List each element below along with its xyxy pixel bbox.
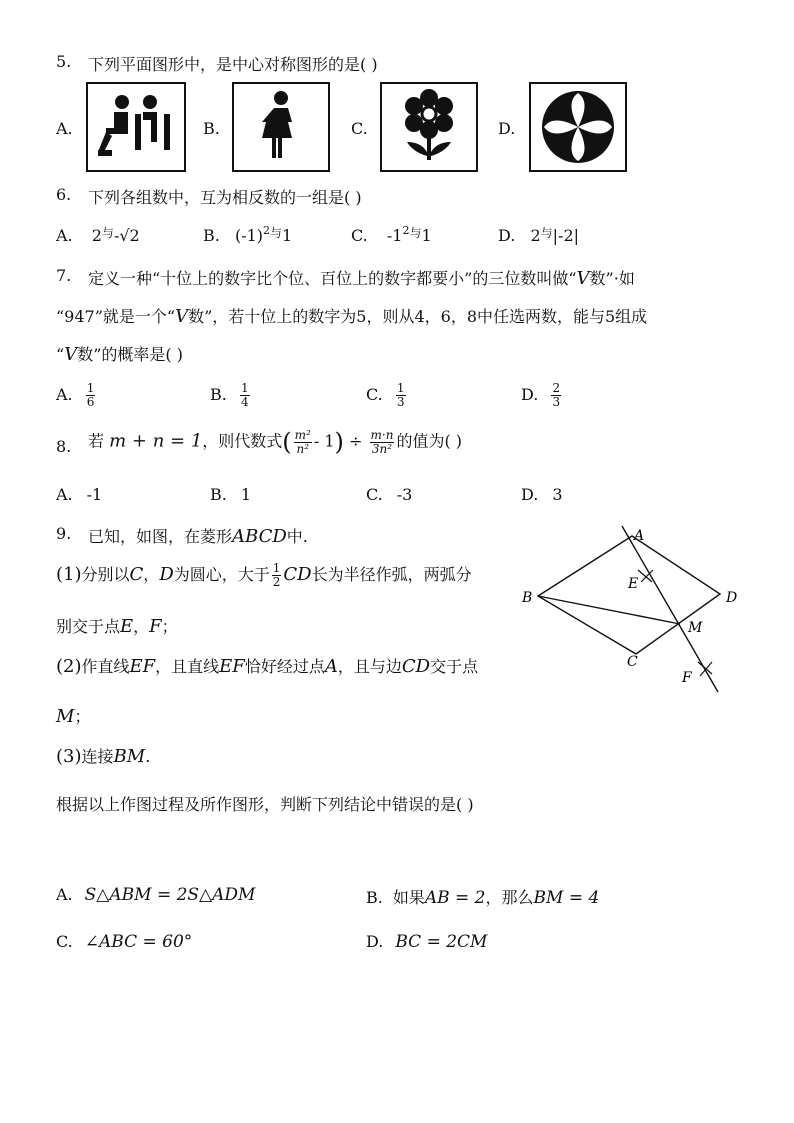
- text: 的值为( ): [396, 431, 463, 451]
- option-label: A.: [56, 385, 73, 404]
- text: 作直线: [81, 657, 130, 676]
- option-label: D.: [521, 385, 539, 404]
- option-label: A.: [56, 485, 73, 504]
- rhombus-abcd: [538, 536, 720, 654]
- value: -1: [86, 485, 103, 504]
- variable: EF: [219, 656, 245, 677]
- q5-option-b-label: B.: [203, 119, 220, 138]
- value: -1: [386, 226, 403, 245]
- fraction: [396, 382, 406, 409]
- text: 分别以: [81, 565, 130, 584]
- point-label-f: F: [682, 670, 692, 686]
- numerator: 1: [272, 561, 281, 575]
- divide-sign: ÷: [349, 431, 363, 451]
- denominator: 2: [272, 575, 281, 589]
- numerator: m·n: [370, 427, 394, 442]
- option-label: D.: [521, 485, 539, 504]
- q9-option-b: [366, 885, 599, 908]
- condition: m + n = 1: [109, 430, 203, 452]
- text: 恰好经过点: [244, 657, 325, 676]
- q6-option-d: [498, 224, 579, 245]
- variable: D: [159, 564, 174, 585]
- fraction: [240, 382, 250, 409]
- q7-option-a: [56, 382, 97, 409]
- rhombus-construction-figure: [510, 522, 770, 702]
- text: ，那么: [485, 888, 534, 907]
- q7-number: 7.: [56, 266, 72, 285]
- q5-option-a-image: [86, 82, 186, 172]
- four-petal-circle-icon: [531, 84, 625, 170]
- q5-option-d-label: D.: [498, 119, 516, 138]
- text: 为圆心，大于: [173, 565, 270, 584]
- flower-icon: [382, 84, 476, 170]
- option-label: A.: [56, 226, 73, 245]
- text: ，: [143, 565, 160, 584]
- option-label: B.: [210, 385, 227, 404]
- text: ，且直线: [155, 657, 220, 676]
- denominator: 3: [396, 395, 405, 409]
- value: BC = 2CM: [395, 932, 488, 952]
- variable: BM: [113, 746, 146, 767]
- text: “: [56, 345, 65, 364]
- q9-option-c: [56, 932, 192, 952]
- connector: 与: [540, 226, 553, 240]
- q7-option-d: [521, 382, 563, 409]
- fraction: [272, 562, 282, 589]
- numerator: m²: [294, 427, 311, 442]
- connector: 与: [101, 226, 114, 240]
- option-label: B.: [203, 226, 220, 245]
- text: 已知，如图，在菱形: [88, 527, 233, 546]
- exponent: 2: [402, 224, 410, 237]
- value: (-1): [234, 226, 264, 245]
- q6-option-c: [351, 224, 432, 245]
- value: S△ABM = 2S△ADM: [84, 885, 256, 905]
- value: 1: [282, 226, 293, 245]
- text: 长为半径作弧，两弧分: [311, 565, 472, 584]
- step-number: (3): [56, 746, 82, 767]
- fraction: [551, 382, 561, 409]
- q8-option-c: [366, 485, 412, 504]
- q9-option-a: [56, 885, 255, 905]
- value: 2: [91, 226, 102, 245]
- q9-step2-line2: [56, 704, 90, 727]
- text: ，且与边: [337, 657, 402, 676]
- q5-number: 5.: [56, 52, 72, 71]
- fraction: [86, 382, 96, 409]
- step-number: (2): [56, 656, 82, 677]
- variable: CD: [401, 656, 431, 677]
- point-label-c: C: [627, 654, 638, 670]
- option-label: A.: [56, 885, 73, 904]
- text: ；: [161, 617, 178, 636]
- variable: E: [120, 616, 134, 637]
- value: 1: [240, 485, 252, 504]
- denominator: 3n²: [371, 441, 393, 456]
- text: 数”·如: [589, 269, 635, 288]
- text: 数”，若十位上的数字为5，则从4，6，8中任选两数，能与5组成: [188, 307, 648, 326]
- q9-step1-line1: [56, 562, 472, 589]
- connector: 与: [409, 226, 422, 240]
- q7-line1: [88, 266, 635, 289]
- numerator: 1: [396, 381, 405, 395]
- woman-figure-icon: [234, 84, 328, 170]
- text: ；: [74, 707, 91, 726]
- q8-stem: 若 m + n = 1，则代数式( $\frac{\text{m²}}{\text{n²}}$ - 1) ÷ $\frac{m\cdot n}{\text{3n²}}$ 的值为( ): [88, 427, 463, 456]
- q5-option-c-label: C.: [351, 119, 368, 138]
- value: 2: [530, 226, 541, 245]
- fraction: [370, 429, 395, 456]
- point-label-e: E: [628, 576, 639, 592]
- value: |-2|: [552, 226, 580, 245]
- q9-option-d: [366, 932, 487, 952]
- variable: CD: [283, 564, 312, 585]
- option-label: D.: [498, 226, 516, 245]
- point-label-m: M: [688, 620, 703, 636]
- denominator: 6: [86, 395, 95, 409]
- text: ，: [133, 617, 150, 636]
- text: 定义一种“十位上的数字比个位、百位上的数字都要小”的三位数叫做“: [88, 269, 577, 288]
- point-label-b: B: [522, 590, 533, 606]
- option-label: C.: [351, 226, 368, 245]
- variable: ABCD: [232, 526, 287, 547]
- q9-step3: [56, 744, 150, 767]
- minus-one: - 1: [313, 431, 335, 451]
- step-number: (1): [56, 564, 82, 585]
- value: AB = 2: [424, 888, 486, 908]
- text: 若: [88, 431, 105, 451]
- option-label: B.: [366, 888, 383, 907]
- value: BM = 4: [533, 888, 600, 908]
- q6-number: 6.: [56, 185, 72, 204]
- text: ，则代数式: [202, 431, 283, 451]
- q5-option-a-label: A.: [56, 119, 73, 138]
- option-label: B.: [210, 485, 227, 504]
- option-label: C.: [56, 932, 73, 951]
- value: 1: [421, 226, 432, 245]
- q6-stem: 下列各组数中，互为相反数的一组是( ): [88, 188, 362, 207]
- value: -√2: [113, 226, 140, 245]
- numerator: 2: [552, 381, 561, 395]
- two-people-seated-icon: [88, 84, 184, 170]
- text: 连接: [81, 747, 114, 766]
- q9-step2-line1: [56, 654, 478, 677]
- q5-option-d-image: [529, 82, 627, 172]
- connector: 与: [270, 226, 283, 240]
- option-label: C.: [366, 385, 383, 404]
- point-label-a: A: [634, 528, 645, 544]
- q9-question: 根据以上作图过程及所作图形，判断下列结论中错误的是( ): [56, 795, 474, 814]
- text: 交于点: [430, 657, 479, 676]
- q5-option-c-image: [380, 82, 478, 172]
- variable: V: [64, 344, 78, 365]
- variable: M: [56, 706, 75, 727]
- value: ∠ABC = 60°: [84, 932, 193, 952]
- value: -3: [396, 485, 413, 504]
- text: 如果: [392, 888, 425, 907]
- text: .: [145, 747, 151, 766]
- denominator: n²: [296, 441, 310, 456]
- q5-stem: 下列平面图形中，是中心对称图形的是( ): [88, 55, 378, 74]
- q8-option-a: [56, 485, 102, 504]
- q8-number: 8.: [56, 437, 72, 456]
- text: “947”就是一个“: [56, 307, 176, 326]
- variable: C: [129, 564, 144, 585]
- numerator: 1: [86, 381, 95, 395]
- variable: V: [576, 268, 590, 289]
- q6-option-a: [56, 224, 140, 245]
- exponent: 2: [263, 224, 271, 237]
- segment-bm: [538, 596, 680, 624]
- text: 数”的概率是( ): [77, 345, 183, 364]
- q8-option-d: [521, 485, 563, 504]
- variable: EF: [129, 656, 156, 677]
- q9-step1-line2: [56, 614, 178, 637]
- q7-line3: [56, 342, 183, 365]
- text: 中.: [286, 527, 308, 546]
- numerator: 1: [240, 381, 249, 395]
- text: 别交于点: [56, 617, 121, 636]
- q5-option-b-image: [232, 82, 330, 172]
- variable: F: [149, 616, 162, 637]
- fraction: [294, 429, 312, 456]
- variable: V: [175, 306, 189, 327]
- q7-line2: [56, 304, 647, 327]
- q9-number: 9.: [56, 524, 72, 543]
- denominator: 4: [240, 395, 249, 409]
- q7-option-b: [210, 382, 252, 409]
- q7-option-c: [366, 382, 408, 409]
- q9-intro: [88, 524, 308, 547]
- denominator: 3: [552, 395, 561, 409]
- q8-option-b: [210, 485, 251, 504]
- q6-option-b: [203, 224, 292, 245]
- option-label: D.: [366, 932, 384, 951]
- variable: A: [324, 656, 338, 677]
- point-label-d: D: [726, 590, 738, 606]
- value: 3: [552, 485, 563, 504]
- option-label: C.: [366, 485, 383, 504]
